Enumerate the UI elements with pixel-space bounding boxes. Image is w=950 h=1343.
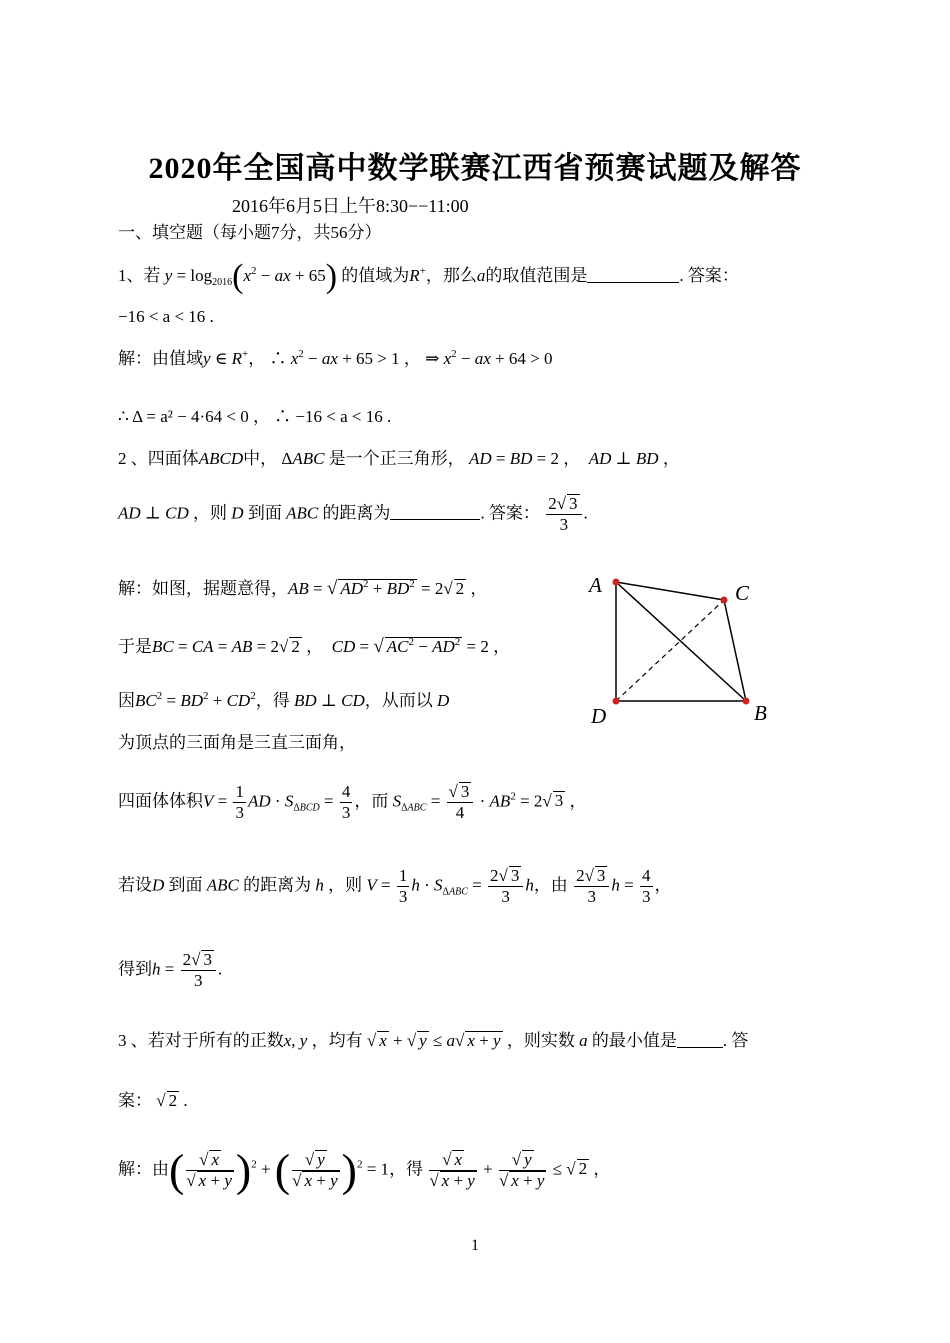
answer-label: . 答案：	[480, 503, 540, 523]
problem-2-volume: 四面体体积V = $\frac{1}{3}$ AD · $S_{\Delta BCD}$ = $\frac{4}{3}$ ，而 $S_{\Delta ABC}$ = $\frac{√ 3}{4}$ · $AB^2 = 2√$ 3 ，	[118, 782, 587, 822]
problem-2-solution: 解：如图，据题意得，AB = √ $AD^2 + BD^2 = 2√$ 2 ，	[118, 578, 488, 599]
solution-text: ，而	[354, 791, 389, 811]
problem-3-answer: 案： √ 2 .	[118, 1091, 188, 1110]
edge-dc-hidden	[616, 600, 724, 701]
vertex-c	[721, 597, 728, 604]
tetrahedron-figure	[580, 568, 780, 728]
solution-text: 到面	[168, 875, 203, 895]
problem-1-text: 的值域为	[341, 265, 410, 285]
problem-1-number: 1、若	[118, 265, 161, 285]
exam-date: 2016年6月5日上午8:30−−11:00	[232, 196, 469, 216]
problem-2-text4: 到面	[247, 503, 282, 523]
problem-2-solution-line3: 因$BC^2 = BD^2 + CD^2$，得 BD ⊥ CD，从而以 D	[118, 690, 450, 710]
problem-3-text1: ，均有	[311, 1031, 363, 1050]
solution-text: 若设	[118, 875, 152, 895]
page-title: 2020年全国高中数学联赛江西省预赛试题及解答	[148, 152, 802, 185]
section-heading: 一、填空题（每小题7分，共56分）	[118, 223, 382, 242]
answer-blank	[677, 1033, 723, 1048]
answer-label: . 答	[722, 1031, 749, 1050]
problem-3-solution: 解：由( $\frac{√ x}{√ x + y}$ )$^2$ + ( $\frac{√ y}{√ x + y}$ )$^2$ = 1，得 $\frac{√ x}{√ x + y}$ + $\frac{√ y}{√ x + y}$ ≤ √ 2 ，	[118, 1144, 611, 1196]
problem-1-solution: 解：由值域y ∈ R+， ∴ $x^2$ − ax + 65 > 1 ， ⇒ $x^2$ − ax + 64 > 0	[118, 348, 553, 368]
answer-label: . 答案：	[679, 265, 739, 285]
vertex-b	[743, 698, 750, 705]
edge-cb	[724, 600, 746, 701]
solution-text: ，得	[389, 1159, 424, 1179]
problem-1-tail: ，那么	[425, 265, 477, 285]
problem-2-text5: 的距离为	[322, 503, 391, 523]
label-d: D	[591, 704, 607, 728]
problem-2-height: 若设D 到面 ABC 的距离为 h ，则 V = $\frac{1}{3}$ $h \cdot S_{\Delta ABC}$ = $\frac{2√ 3}{3}$ h，由 $\frac{2√ 3}{3}$ h = $\frac{4}{3}$ ，	[118, 866, 672, 906]
problem-2: 2 、四面体ABCD中， ΔABC 是一个正三角形， AD = BD = 2 ， AD ⊥ BD ，	[118, 449, 680, 468]
solution-text: 得到	[118, 959, 152, 979]
solution-text: ，则	[328, 875, 363, 895]
label-c: C	[735, 581, 750, 605]
solution-text: ，得	[255, 691, 290, 710]
answer-label: 案：	[118, 1091, 152, 1110]
problem-2-line2: AD ⊥ CD ，则 D 到面 ABC 的距离为 . 答案： $\frac{2√ 3}{3}$ .	[118, 494, 588, 534]
solution-text: 的距离为	[243, 875, 312, 895]
label-b: B	[754, 701, 767, 725]
solution-label: 解：由	[118, 1159, 169, 1179]
problem-2-solution-line4: 为顶点的三面角是三直三面角，	[118, 733, 356, 752]
vertex-a	[613, 579, 620, 586]
answer-blank	[587, 268, 679, 283]
label-a: A	[589, 573, 602, 597]
problem-3-number: 3 、若对于所有的正数	[118, 1031, 284, 1050]
solution-text: 因	[118, 691, 135, 710]
problem-2-text1: 中，	[243, 449, 278, 468]
problem-2-solution-line2: 于是BC = CA = AB = 2√ 2 ， CD = √ $AC^2 - AD^2 = 2$ ，	[118, 636, 511, 657]
problem-1-solution-line2: ∴ Δ = a² − 4·64 < 0 ， ∴ −16 < a < 16 .	[118, 407, 392, 426]
problem-1-tail2: 的取值范围是	[485, 265, 588, 285]
answer-fraction: $\frac{2√ 3}{3}$	[546, 494, 581, 535]
solution-text: 四面体体积	[118, 791, 203, 811]
problem-2-number: 2 、四面体	[118, 449, 199, 468]
problem-1-answer: −16 < a < 16 .	[118, 307, 214, 326]
solution-label: 解：由值域	[118, 349, 203, 368]
answer-blank	[390, 505, 480, 520]
page-number: 1	[471, 1237, 479, 1254]
problem-2-text2: 是一个正三角形，	[328, 449, 465, 468]
problem-2-result: 得到h = $\frac{2√ 3}{3}$ .	[118, 950, 223, 990]
problem-2-text3: 则	[210, 503, 228, 523]
problem-3-text3: 的最小值是	[591, 1031, 677, 1050]
problem-3-text2: ，则实数	[506, 1031, 575, 1050]
solution-label: 解：如图，据题意得，	[118, 579, 288, 598]
problem-1: 1、若 $y = \log_{2016}(x^2$ − ax + 65) 的值域为R+，那么a的取值范围是 . 答案：	[118, 258, 739, 295]
solution-text: ，由	[533, 875, 568, 895]
vertex-d	[613, 698, 620, 705]
problem-3: 3 、若对于所有的正数x, y ，均有 √ x + √ y ≤ a√ x + y ，则实数 a 的最小值是 . 答	[118, 1031, 749, 1050]
solution-text: 于是	[118, 637, 152, 656]
solution-text: ，从而以	[364, 691, 433, 710]
